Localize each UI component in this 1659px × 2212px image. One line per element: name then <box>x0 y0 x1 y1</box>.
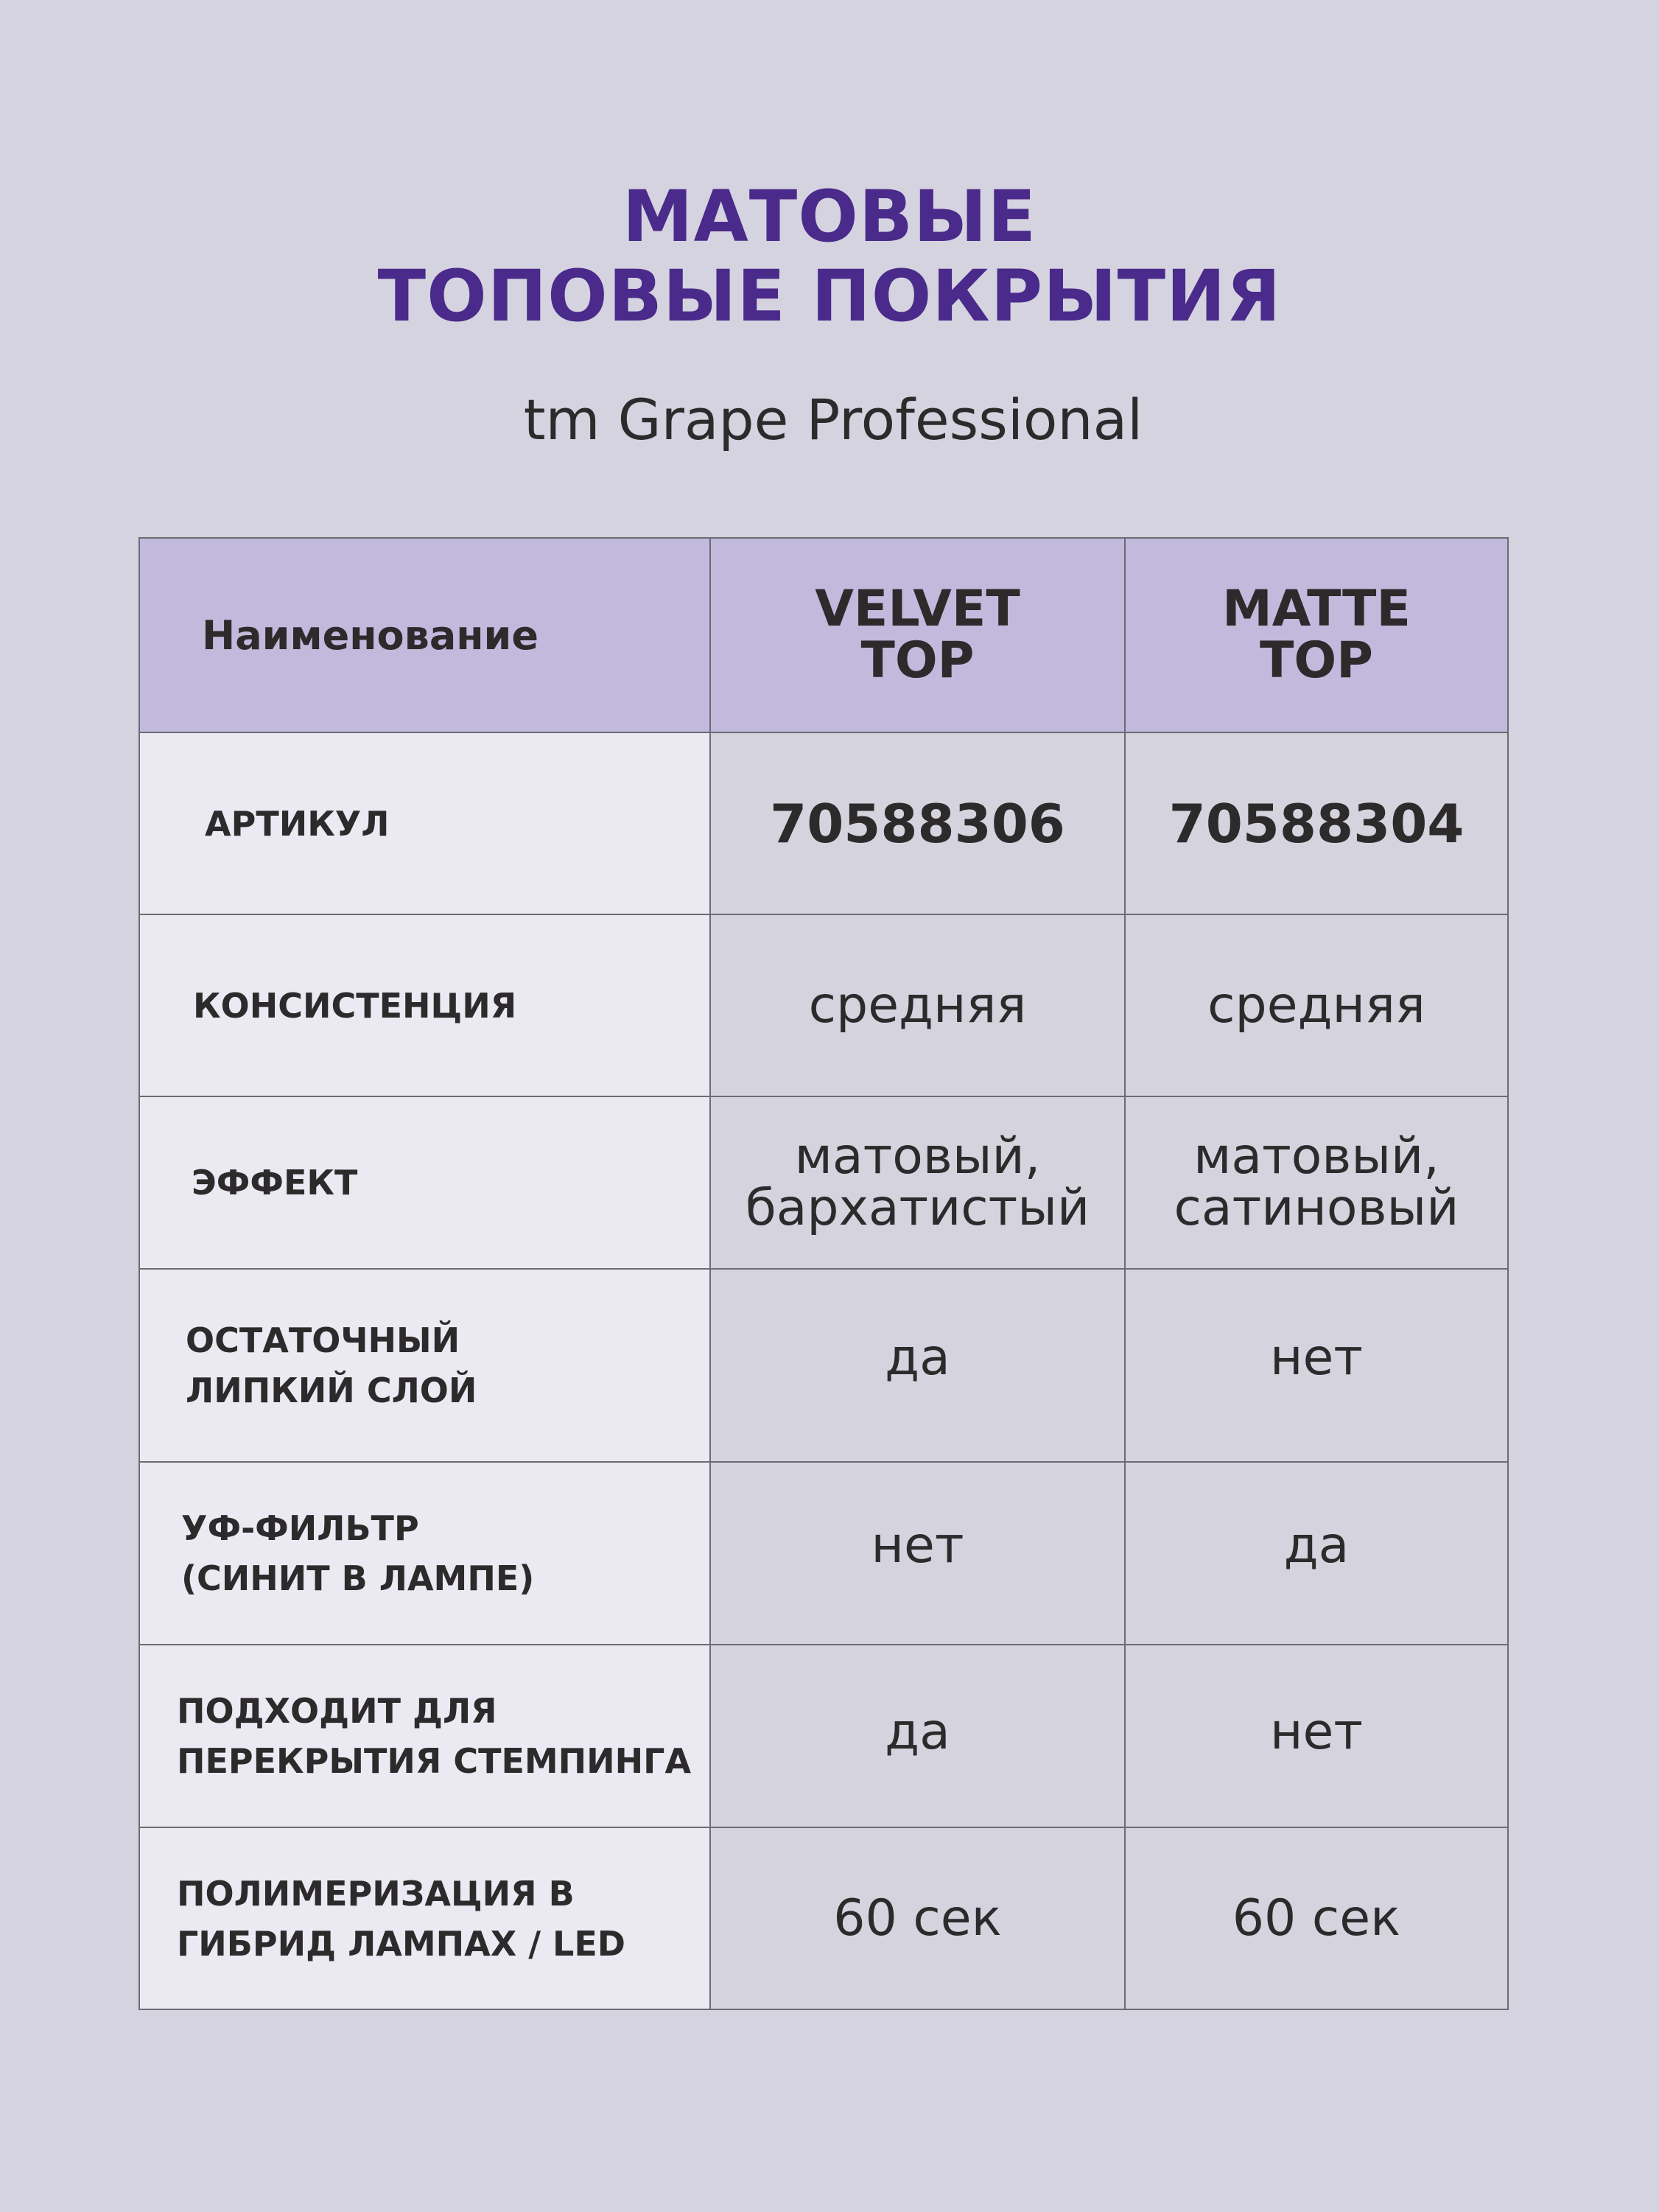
cell-value <box>710 1096 1125 1269</box>
page-title <box>0 177 1659 336</box>
comparison-table <box>138 537 1509 2010</box>
table-row <box>139 732 1508 914</box>
product-name-line: TOP <box>860 631 975 690</box>
cell-value <box>1125 1645 1508 1827</box>
value-line: нет <box>1270 1329 1363 1387</box>
row-label <box>139 1645 710 1827</box>
cell-value <box>710 1645 1125 1827</box>
label-line: УФ-ФИЛЬТР <box>181 1508 419 1548</box>
name-header: Наименование <box>139 538 710 732</box>
value-line: бархатистый <box>745 1179 1090 1237</box>
value-line: да <box>1283 1516 1350 1575</box>
table-row <box>139 1269 1508 1462</box>
table-row <box>139 914 1508 1096</box>
row-label <box>139 1462 710 1645</box>
product-name-line: MATTE <box>1222 580 1411 638</box>
product-header-matte-top <box>1125 538 1508 732</box>
label-line: ОСТАТОЧНЫЙ <box>186 1320 460 1360</box>
row-label <box>139 1827 710 2009</box>
title-line-1: МАТОВЫЕ <box>622 175 1037 258</box>
cell-value <box>710 1269 1125 1462</box>
label-line: ЭФФЕКТ <box>192 1163 358 1203</box>
value-line: 70588306 <box>770 792 1065 855</box>
cell-value <box>1125 1827 1508 2009</box>
cell-value <box>710 1462 1125 1645</box>
cell-value <box>710 914 1125 1096</box>
cell-value <box>710 1827 1125 2009</box>
value-line: 60 сек <box>833 1889 1002 1947</box>
label-line: ЛИПКИЙ СЛОЙ <box>186 1371 477 1410</box>
article-value <box>710 732 1125 914</box>
title-line-2: ТОПОВЫЕ ПОКРЫТИЯ <box>377 255 1282 337</box>
value-line: да <box>885 1703 950 1761</box>
cell-value <box>1125 1096 1508 1269</box>
value-line: средняя <box>808 976 1027 1035</box>
row-label <box>139 1096 710 1269</box>
row-label <box>139 1269 710 1462</box>
label-line: ПОЛИМЕРИЗАЦИЯ В <box>177 1873 575 1914</box>
product-name-line: VELVET <box>815 580 1020 638</box>
cell-value <box>1125 1462 1508 1645</box>
value-line: нет <box>871 1516 964 1575</box>
table-row <box>139 1645 1508 1827</box>
label-line: ГИБРИД ЛАМПАХ / LED <box>177 1923 625 1964</box>
table-row <box>139 1827 1508 2009</box>
value-line: матовый, <box>794 1127 1041 1186</box>
cell-value <box>1125 914 1508 1096</box>
row-label <box>139 914 710 1096</box>
label-line: АРТИКУЛ <box>205 803 390 844</box>
label-line: КОНСИСТЕНЦИЯ <box>193 985 517 1026</box>
label-line: ПЕРЕКРЫТИЯ СТЕМПИНГА <box>177 1741 692 1781</box>
label-line: (СИНИТ В ЛАМПЕ) <box>181 1558 535 1598</box>
label-line: ПОДХОДИТ ДЛЯ <box>177 1691 497 1731</box>
product-header-velvet-top <box>710 538 1125 732</box>
value-line: да <box>885 1329 950 1387</box>
row-label <box>139 732 710 914</box>
value-line: сатиновый <box>1174 1179 1459 1237</box>
cell-value <box>1125 1269 1508 1462</box>
table-header-row <box>139 538 1508 732</box>
table-row <box>139 1096 1508 1269</box>
article-value <box>1125 732 1508 914</box>
value-line: нет <box>1270 1703 1363 1761</box>
value-line: 70588304 <box>1168 792 1465 855</box>
value-line: матовый, <box>1193 1127 1439 1186</box>
value-line: 60 сек <box>1232 1889 1401 1947</box>
product-name-line: TOP <box>1259 631 1374 690</box>
value-line: средняя <box>1207 976 1425 1035</box>
brand-subtitle: tm Grape Professional <box>523 387 1143 452</box>
table-row <box>139 1462 1508 1645</box>
